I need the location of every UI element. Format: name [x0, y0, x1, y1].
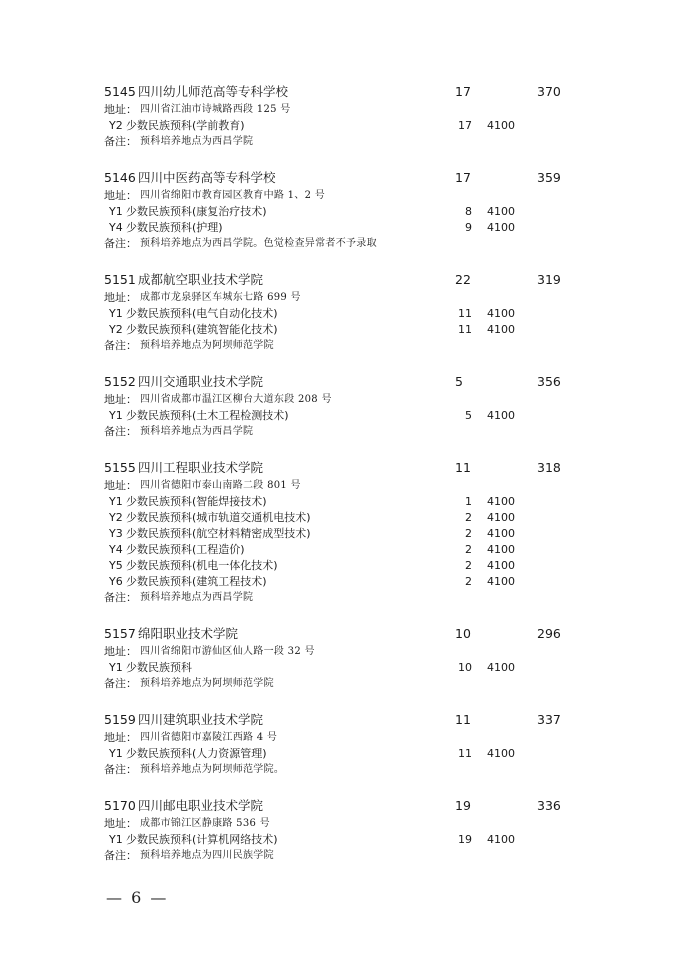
major-code: Y3: [109, 527, 123, 540]
school-note: [0, 590, 680, 606]
school-list: [0, 82, 680, 882]
major-count: 5: [465, 409, 472, 422]
school-note: [0, 424, 680, 440]
note-label: 备注：: [104, 237, 137, 250]
school-note: [0, 236, 680, 252]
address-label: 地址：: [104, 103, 137, 116]
school-address: [0, 102, 680, 118]
major-code: Y1: [109, 205, 123, 218]
major-row: [0, 558, 680, 574]
school-header: [0, 372, 680, 391]
major-fee: 4100: [487, 119, 515, 132]
major-count: 11: [458, 323, 472, 336]
major-fee: 4100: [487, 833, 515, 846]
major-code: Y6: [109, 575, 123, 588]
school-note: [0, 848, 680, 864]
school-code: 5159: [104, 712, 136, 727]
school-header: [0, 458, 680, 477]
note-label: 备注：: [104, 591, 137, 604]
major-name: 少数民族预科(电气自动化技术): [126, 307, 278, 320]
plan-count: 10: [455, 626, 471, 641]
major-count: 2: [465, 543, 472, 556]
school-entry: [0, 458, 680, 606]
note-label: 备注：: [104, 763, 137, 776]
major-name: 少数民族预科(计算机网络技术): [126, 833, 278, 846]
school-note: [0, 338, 680, 354]
major-count: 2: [465, 527, 472, 540]
major-fee: 4100: [487, 747, 515, 760]
address-text: 成都市龙泉驿区车城东七路 699 号: [140, 292, 301, 303]
school-entry: [0, 372, 680, 440]
school-note: [0, 762, 680, 778]
min-score: 296: [537, 626, 561, 641]
note-text: 预科培养地点为四川民族学院: [140, 850, 274, 861]
major-row: [0, 832, 680, 848]
school-address: [0, 730, 680, 746]
school-address: [0, 644, 680, 660]
major-count: 11: [458, 747, 472, 760]
note-label: 备注：: [104, 339, 137, 352]
note-text: 预科培养地点为西昌学院: [140, 592, 254, 603]
major-row: [0, 510, 680, 526]
major-fee: 4100: [487, 495, 515, 508]
note-text: 预科培养地点为阿坝师范学院: [140, 678, 274, 689]
min-score: 336: [537, 798, 561, 813]
address-label: 地址：: [104, 479, 137, 492]
address-text: 四川省德阳市嘉陵江西路 4 号: [140, 732, 278, 743]
min-score: 318: [537, 460, 561, 475]
school-name: 四川邮电职业技术学院: [138, 798, 264, 813]
major-row: [0, 306, 680, 322]
major-name: 少数民族预科(土木工程检测技术): [126, 409, 289, 422]
major-code: Y5: [109, 559, 123, 572]
school-code: 5157: [104, 626, 136, 641]
major-fee: 4100: [487, 409, 515, 422]
major-row: [0, 526, 680, 542]
major-name: 少数民族预科(工程造价): [126, 543, 245, 556]
major-fee: 4100: [487, 559, 515, 572]
major-count: 2: [465, 559, 472, 572]
major-name: 少数民族预科(康复治疗技术): [126, 205, 267, 218]
plan-count: 5: [455, 374, 463, 389]
major-fee: 4100: [487, 307, 515, 320]
major-row: [0, 542, 680, 558]
school-header: [0, 82, 680, 101]
major-count: 19: [458, 833, 472, 846]
major-count: 2: [465, 511, 472, 524]
note-label: 备注：: [104, 135, 137, 148]
school-entry: [0, 796, 680, 864]
min-score: 356: [537, 374, 561, 389]
plan-count: 17: [455, 84, 471, 99]
address-text: 四川省德阳市泰山南路二段 801 号: [140, 480, 301, 491]
major-name: 少数民族预科(人力资源管理): [126, 747, 267, 760]
major-count: 8: [465, 205, 472, 218]
school-code: 5145: [104, 84, 136, 99]
school-note: [0, 134, 680, 150]
plan-count: 22: [455, 272, 471, 287]
school-entry: [0, 710, 680, 778]
major-code: Y1: [109, 307, 123, 320]
address-label: 地址：: [104, 189, 137, 202]
major-name: 少数民族预科(航空材料精密成型技术): [126, 527, 311, 540]
major-fee: 4100: [487, 527, 515, 540]
major-code: Y1: [109, 747, 123, 760]
school-code: 5151: [104, 272, 136, 287]
address-label: 地址：: [104, 645, 137, 658]
major-code: Y2: [109, 323, 123, 336]
major-name: 少数民族预科(建筑智能化技术): [126, 323, 278, 336]
major-fee: 4100: [487, 511, 515, 524]
school-entry: [0, 82, 680, 150]
major-name: 少数民族预科(学前教育): [126, 119, 245, 132]
school-address: [0, 392, 680, 408]
major-fee: 4100: [487, 221, 515, 234]
major-code: Y1: [109, 833, 123, 846]
school-address: [0, 478, 680, 494]
major-code: Y4: [109, 543, 123, 556]
note-label: 备注：: [104, 677, 137, 690]
note-text: 预科培养地点为阿坝师范学院。: [140, 764, 285, 775]
school-name: 四川中医药高等专科学校: [138, 170, 276, 185]
major-fee: 4100: [487, 575, 515, 588]
school-header: [0, 168, 680, 187]
school-name: 四川交通职业技术学院: [138, 374, 264, 389]
min-score: 370: [537, 84, 561, 99]
school-code: 5146: [104, 170, 136, 185]
min-score: 359: [537, 170, 561, 185]
school-name: 绵阳职业技术学院: [138, 626, 239, 641]
school-address: [0, 816, 680, 832]
address-label: 地址：: [104, 291, 137, 304]
school-name: 四川工程职业技术学院: [138, 460, 264, 475]
plan-count: 11: [455, 712, 471, 727]
address-text: 成都市锦江区静康路 536 号: [140, 818, 270, 829]
school-code: 5152: [104, 374, 136, 389]
major-row: [0, 220, 680, 236]
min-score: 319: [537, 272, 561, 287]
major-row: [0, 574, 680, 590]
address-text: 四川省成都市温江区柳台大道东段 208 号: [140, 394, 332, 405]
major-row: [0, 746, 680, 762]
major-fee: 4100: [487, 323, 515, 336]
major-count: 10: [458, 661, 472, 674]
major-row: [0, 494, 680, 510]
major-name: 少数民族预科(城市轨道交通机电技术): [126, 511, 311, 524]
school-header: [0, 624, 680, 643]
major-count: 1: [465, 495, 472, 508]
school-code: 5155: [104, 460, 136, 475]
school-header: [0, 270, 680, 289]
major-name: 少数民族预科: [126, 661, 192, 674]
note-label: 备注：: [104, 849, 137, 862]
address-text: 四川省绵阳市游仙区仙人路一段 32 号: [140, 646, 315, 657]
plan-count: 11: [455, 460, 471, 475]
plan-count: 19: [455, 798, 471, 813]
major-count: 2: [465, 575, 472, 588]
school-entry: [0, 624, 680, 692]
school-header: [0, 796, 680, 815]
note-text: 预科培养地点为西昌学院: [140, 136, 254, 147]
major-count: 11: [458, 307, 472, 320]
note-text: 预科培养地点为阿坝师范学院: [140, 340, 274, 351]
major-code: Y2: [109, 119, 123, 132]
address-label: 地址：: [104, 817, 137, 830]
note-text: 预科培养地点为西昌学院: [140, 426, 254, 437]
school-address: [0, 290, 680, 306]
school-note: [0, 676, 680, 692]
school-entry: [0, 168, 680, 252]
note-label: 备注：: [104, 425, 137, 438]
major-name: 少数民族预科(建筑工程技术): [126, 575, 267, 588]
school-name: 四川建筑职业技术学院: [138, 712, 264, 727]
major-count: 17: [458, 119, 472, 132]
major-fee: 4100: [487, 543, 515, 556]
major-row: [0, 660, 680, 676]
major-row: [0, 204, 680, 220]
school-name: 四川幼儿师范高等专科学校: [138, 84, 289, 99]
major-name: 少数民族预科(护理): [126, 221, 223, 234]
page-number: — 6 —: [106, 888, 169, 907]
school-code: 5170: [104, 798, 136, 813]
major-name: 少数民族预科(智能焊接技术): [126, 495, 267, 508]
note-text: 预科培养地点为西昌学院。色觉检查异常者不予录取: [140, 238, 377, 249]
major-code: Y4: [109, 221, 123, 234]
major-fee: 4100: [487, 205, 515, 218]
major-row: [0, 408, 680, 424]
plan-count: 17: [455, 170, 471, 185]
major-fee: 4100: [487, 661, 515, 674]
school-entry: [0, 270, 680, 354]
address-text: 四川省江油市诗城路西段 125 号: [140, 104, 291, 115]
major-code: Y1: [109, 495, 123, 508]
major-code: Y1: [109, 661, 123, 674]
major-count: 9: [465, 221, 472, 234]
major-name: 少数民族预科(机电一体化技术): [126, 559, 278, 572]
address-text: 四川省绵阳市教育园区教育中路 1、2 号: [140, 190, 326, 201]
address-label: 地址：: [104, 393, 137, 406]
major-row: [0, 118, 680, 134]
major-code: Y2: [109, 511, 123, 524]
min-score: 337: [537, 712, 561, 727]
major-row: [0, 322, 680, 338]
major-code: Y1: [109, 409, 123, 422]
school-header: [0, 710, 680, 729]
school-address: [0, 188, 680, 204]
school-name: 成都航空职业技术学院: [138, 272, 264, 287]
address-label: 地址：: [104, 731, 137, 744]
